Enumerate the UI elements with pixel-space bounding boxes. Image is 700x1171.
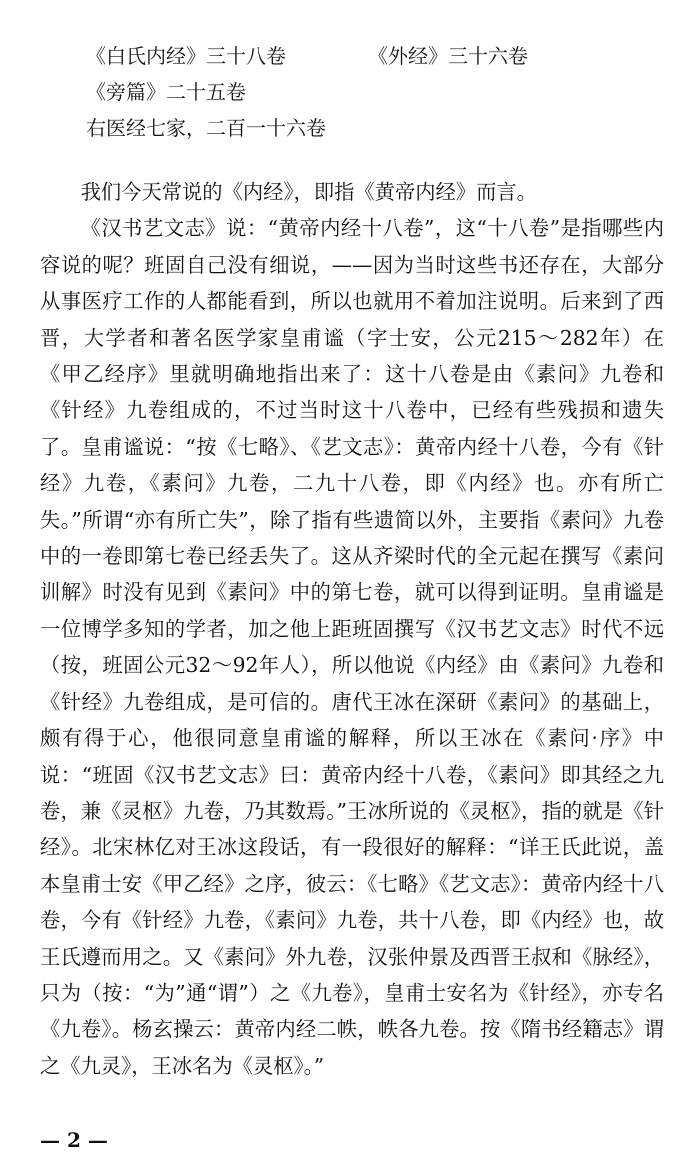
page-number: — 2 — [40, 1128, 108, 1152]
main-text [40, 174, 664, 1084]
catalog-entry-waijing: 《外经》三十六卷 [368, 44, 528, 68]
catalog-entry-baishi-neijing: 《白氏内经》三十八卷 [86, 44, 286, 68]
paragraph-discussion: 《汉书艺文志》说：“黄帝内经十八卷”，这“十八卷”是指哪些内容说的呢？班固自己没有细说，——因为当时这些书还存在，大部分从事医疗工作的人都能看到，所以也就用不着加注说明。后来到了西晋，大学者和著名医学家皇甫谧（字士安，公元215～282年）在《甲乙经序》里就明确地指出来了：这十八卷是由《素问》九卷和《针经》九卷组成的，不过当时这十八卷中，已经有些残损和遗失了。皇甫谧说：“按《七略》、《艺文志》：黄帝内经十八卷，今有《针经》九卷，《素问》九卷，二九十八卷，即《内经》也。亦有所亡失。”所谓“亦有所亡失”，除了指有些遗简以外，主要指《素问》九卷中的一卷即第七卷已经丢失了。这从齐梁时代的全元起在撰写《素问训解》时没有见到《素问》中的第七卷，就可以得到证明。皇甫谧是一位博学多知的学者，加之他上距班固撰写《汉书艺文志》时代不远（按，班固公元32～92年人），所以他说《内经》由《素问》九卷和《针经》九卷组成，是可信的。唐代王冰在深研《素问》的基础上，颇有得于心，他很同意皇甫谧的解释，所以王冰在《素问·序》中说：“班固《汉书艺文志》曰：黄帝内经十八卷，《素问》即其经之九卷，兼《灵枢》九卷，乃其数焉。”王冰所说的《灵枢》，指的就是《针经》。北宋林亿对王冰这段话，有一段很好的解释：“详王氏此说，盖本皇甫士安《甲乙经》之序，彼云：《七略》《艺文志》：黄帝内经十八卷，今有《针经》九卷，《素问》九卷，共十八卷，即《内经》也，故王氏遵而用之。又《素问》外九卷，汉张仲景及西晋王叔和《脉经》，只为（按：“为”通“谓”）之《九卷》，皇甫士安名为《针经》，亦专名《九卷》。杨玄操云：黄帝内经二帙，帙各九卷。按《隋书经籍志》谓之《九灵》，王冰名为《灵枢》。” [40, 216, 664, 1078]
paragraph-intro: 我们今天常说的《内经》，即指《黄帝内经》而言。 [80, 180, 537, 204]
catalog-summary: 右医经七家，二百一十六卷 [86, 116, 326, 140]
catalog-entry-pangpian: 《旁篇》二十五卷 [86, 80, 246, 104]
